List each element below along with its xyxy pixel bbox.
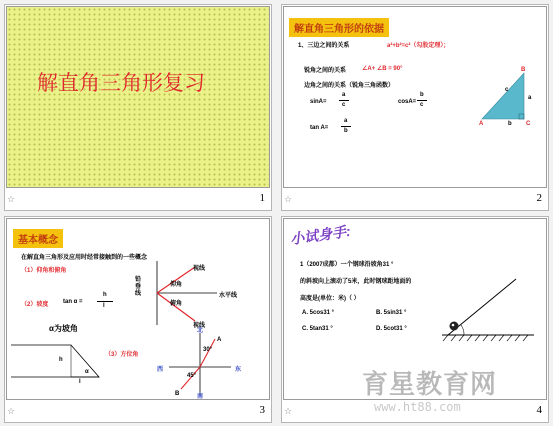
concept-elevation: （1）仰角和俯角 (21, 268, 67, 274)
slide-thumbnail-3[interactable] (4, 216, 272, 423)
vertex-B: B (521, 67, 526, 73)
slide-3-footer (5, 401, 271, 422)
vertical-line-label: 铅垂线 (135, 277, 142, 297)
option-a[interactable]: A. 5cos31 ° (302, 310, 335, 316)
option-c[interactable]: C. 5tan31 ° (302, 326, 333, 332)
cos-label: cosA= (398, 99, 417, 105)
question-line-2: 的斜坡向上滚动了5米，此时钢球距地面的 (300, 279, 412, 285)
star-icon[interactable]: ☆ (284, 194, 293, 204)
slide-number: 3 (259, 404, 265, 416)
vertex-A: A (479, 121, 484, 127)
tan-fraction-bar (341, 126, 351, 127)
angle-45-label: 45° (187, 373, 197, 379)
cos-denominator: c (420, 102, 424, 108)
option-b[interactable]: B. 5sin31 ° (376, 310, 407, 316)
slide-3-heading: 基本概念 (13, 229, 63, 248)
angles-formula: ∠A+ ∠B = 90° (362, 66, 403, 72)
star-icon[interactable]: ☆ (7, 406, 16, 416)
star-icon[interactable]: ☆ (7, 194, 16, 204)
slope-formula: tan α = (63, 299, 83, 305)
sin-label: sinA= (310, 99, 327, 105)
slide-thumbnail-2[interactable] (281, 4, 549, 211)
slide-1-footer (5, 189, 271, 210)
option-d[interactable]: D. 5cot31 ° (376, 326, 407, 332)
slope-l-label: l (79, 379, 81, 385)
cos-fraction-bar (417, 100, 427, 101)
vertex-C: C (526, 121, 531, 127)
slide-number: 1 (259, 192, 265, 204)
bearing-diagram (165, 329, 235, 399)
sight-line-label-2: 视线 (193, 323, 206, 329)
slide-2-footer (282, 189, 548, 210)
slope-numerator: h (103, 292, 107, 298)
relation-sides-label: 1、三边之间的关系 (298, 43, 350, 49)
slope-h-label: h (59, 357, 63, 363)
cos-numerator: b (420, 92, 424, 98)
slide-3-canvas (6, 218, 270, 400)
slide-1-canvas (6, 6, 270, 188)
slope-denominator: l (103, 303, 105, 309)
slide-number: 4 (536, 404, 542, 416)
star-icon[interactable]: ☆ (284, 406, 293, 416)
concept-bearing: （3）方位角 (105, 352, 139, 358)
slide-number: 2 (536, 192, 542, 204)
relation-sides-angles-label: 边角之间的关系（锐角三角函数） (304, 83, 395, 89)
side-a: a (528, 95, 532, 101)
tan-numerator: a (344, 118, 348, 124)
question-line-3: 高度是(单位：米)（ ） (300, 296, 360, 302)
horizontal-label: 水平线 (219, 293, 238, 299)
concept-slope: （2）坡度 (21, 302, 49, 308)
slide-2-canvas (283, 6, 547, 188)
sin-numerator: a (342, 92, 346, 98)
east-label: 东 (235, 367, 242, 373)
slide-thumbnail-1[interactable] (4, 4, 272, 211)
question-line-1: 1（2007成都）一个钢球沿坡角31 ° (300, 262, 394, 268)
watermark-url: www.ht88.com (374, 400, 461, 414)
slide-2-heading: 解直角三角形的依据 (289, 18, 389, 37)
watermark-logo: 育星教育网 (362, 370, 498, 400)
ball-slope-diagram (434, 269, 544, 349)
slope-fraction-bar (97, 301, 113, 302)
slope-angle-note: α为坡角 (49, 324, 78, 333)
practice-badge: 小试身手: (289, 222, 352, 248)
concepts-intro: 在解直角三角形及应用时经常接触到的一些概念 (21, 255, 148, 261)
tan-denominator: b (344, 128, 348, 134)
pythagoras-formula: a²+b²=c²（勾股定理）； (387, 43, 450, 49)
south-label: 南 (197, 394, 204, 400)
point-B-label: B (175, 391, 180, 397)
north-label: 北 (197, 328, 204, 334)
sin-fraction-bar (339, 100, 349, 101)
elevation-depression-diagram (147, 257, 227, 329)
slide-1-title: 解直角三角形复习 (37, 71, 205, 95)
depression-label: 俯角 (170, 301, 183, 307)
point-A-label: A (217, 337, 222, 343)
side-c: c (505, 87, 509, 93)
west-label: 西 (157, 367, 164, 373)
slope-alpha-label: α (85, 369, 89, 375)
angle-30-label: 30° (203, 347, 213, 353)
sight-line-label: 视线 (193, 266, 206, 272)
side-b: b (508, 121, 512, 127)
tan-label: tan A= (310, 125, 329, 131)
sin-denominator: c (342, 102, 346, 108)
elevation-label: 仰角 (170, 282, 183, 288)
relation-angles-label: 锐角之间的关系 (304, 68, 347, 74)
